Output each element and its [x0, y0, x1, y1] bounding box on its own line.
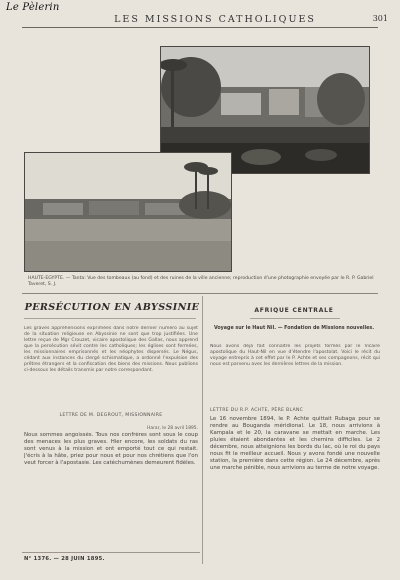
footer-rule	[22, 552, 200, 553]
left-section-heading: LETTRE DE M. DEGROUT, MISSIONNAIRE	[59, 413, 163, 418]
caption-rule	[22, 293, 378, 294]
page-number: 301	[372, 14, 388, 23]
right-body-text: Le 16 novembre 1894, le P. Achte quittait Rubaga pour se rendre au Bouganda méridional. Le 18, nous arrivions à Kampala et le 20, la caravane se mettait en marche. Les pluies étaient abondantes et les chemins difficiles. Le 2 décembre, nous atteignions les bords du lac, où le roi du pays nous fit le meilleur accueil. Nous y avons fondé une nouvelle station, la première dans cette région. Le 24 décembre, après une marche pénible, nous arrivions au terme de notre voyage.	[210, 416, 380, 471]
left-body-text: Nous sommes angoissés. Tous nos confrères sont sous le coup des menaces les plus graves. Hier encore, les soldats du ras sont venus à la mission et ont emporté tout ce qui restait. J'écris à la hâte, priez pour nous et pour nos chrétiens que l'on veut forcer à l'apostasie. Les catéchumènes demeurent fidèles.	[24, 432, 198, 466]
running-head: LES MISSIONS CATHOLIQUES	[114, 14, 316, 25]
right-subheading: Voyage sur le Haut Nil. — Fondation de Missions nouvelles.	[213, 326, 375, 331]
right-section-heading: LETTRE DU R.P. ACHTE, PÈRE BLANC	[210, 408, 304, 413]
photo-caption: HAUTE-EGYPTE. — Tanta: Vue des tombeaux (au fond) et des ruines de la ville ancienne; reproduction d'une photographie envoyée par le R. P. Gabriel Taveret, S. J.	[28, 276, 374, 287]
right-title-rule	[250, 318, 340, 319]
left-intro-text: Les graves appréhensions exprimées dans notre dernier numéro au sujet de la situation religieuse en Abyssinie ne sont que trop justifiées. Une lettre reçue de Mgr Crouzet, vicaire apostolique des Gallas, nous apprend que la persécution sévit contre les catholiques; les églises sont fermées, les missionnaires emprisonnés et les néophytes dispersés. Le Négus, cédant aux instances du clergé schismatique, a ordonné l'expulsion des prêtres étrangers et la confiscation des biens des missions. Nous publions ci-dessous les détails transmis par notre correspondant.	[24, 326, 198, 373]
header-rule	[22, 27, 378, 28]
photo-bottom-image	[25, 153, 231, 271]
photo-bottom	[24, 152, 232, 272]
left-title-rule	[24, 318, 196, 319]
issue-footer: N° 1376. — 28 JUIN 1895.	[24, 556, 105, 562]
column-divider	[202, 296, 203, 564]
article-title-left: PERSÉCUTION EN ABYSSINIE	[24, 302, 200, 313]
publication-logo: Le Pèlerin	[6, 2, 60, 13]
letter-date: Harar, le 28 avril 1895.	[147, 426, 198, 431]
article-title-right: AFRIQUE CENTRALE	[254, 307, 334, 314]
right-intro-text: Nous avons déjà fait connaître les projets formés par le Vicaire apostolique du Haut-Nil en vue d'étendre l'apostolat. Voici le récit du voyage entrepris à cet effet par le P. Achte et ses compagnons, récit qui nous est parvenu avec les dernières lettres de la mission.	[210, 344, 380, 367]
